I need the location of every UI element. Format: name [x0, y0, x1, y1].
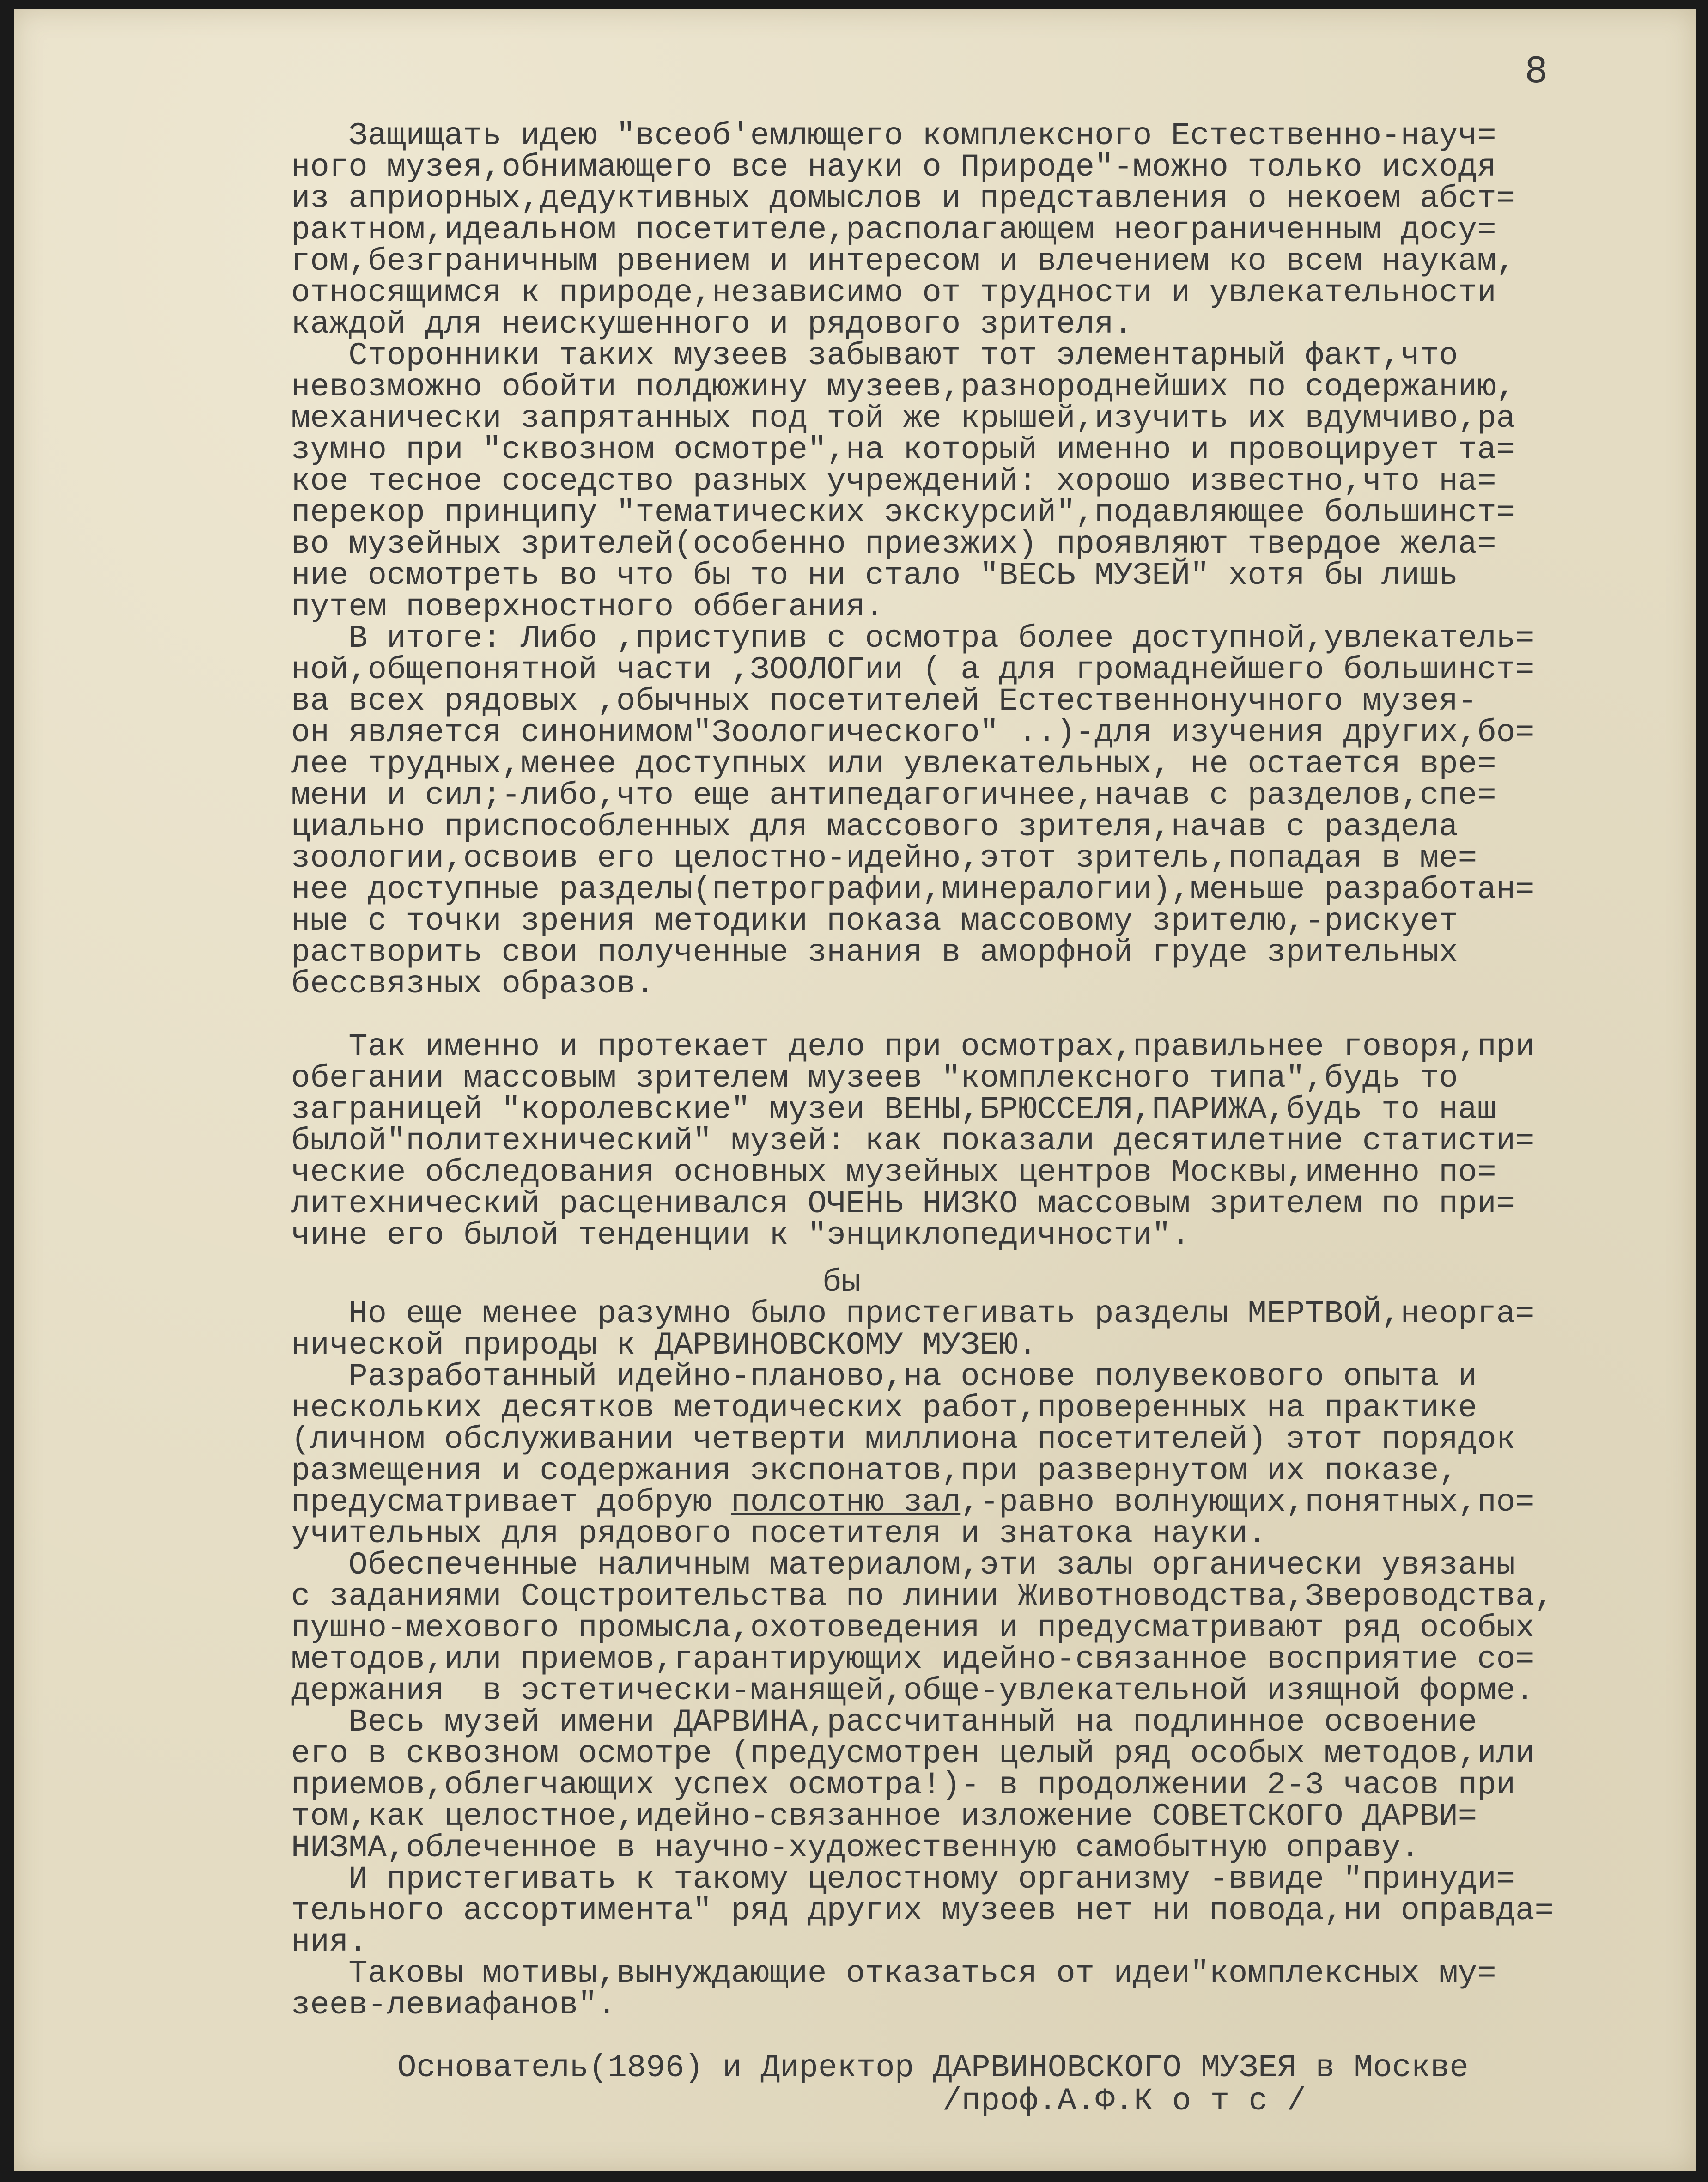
document-body — [291, 120, 1659, 2021]
text-line: учительных для рядового посетителя и знатока науки. — [291, 1516, 1267, 1552]
text-line: держания в эстетически-манящей,обще-увлекательной изящной форме. — [291, 1673, 1535, 1709]
text-line: циально приспособленных для массового зрителя,начав с раздела — [291, 809, 1458, 845]
text-line: приемов,облегчающих успех осмотра!)- в продолжении 2-3 часов при — [291, 1767, 1516, 1803]
text-line: путем поверхностного оббегания. — [291, 589, 884, 625]
text-line: том,как целостное,идейно-связанное изложение СОВЕТСКОГО ДАРВИ= — [291, 1799, 1477, 1835]
text-line: ческие обследования основных музейных центров Москвы,именно по= — [291, 1155, 1496, 1191]
text-fragment: ,-равно волнующих,понятных,по= — [960, 1484, 1535, 1520]
text-line: с заданиями Соцстроительства по линии Животноводства,Звероводства, — [291, 1579, 1554, 1615]
handwritten-insertion: бы — [822, 1264, 861, 1301]
text-line: Защищать идею "всеоб'емлющего комплексного Естественно-науч= — [291, 118, 1496, 154]
text-line: он является синонимом"Зоологического" ..)-для изучения других,бо= — [291, 715, 1535, 751]
text-line: ва всех рядовых ,обычных посетителей Естественнонучного музея- — [291, 683, 1477, 719]
text-line: перекор принципу "тематических экскурсий",подавляющее большинст= — [291, 495, 1516, 531]
text-line: пушно-мехового промысла,охотоведения и предусматривают ряд особых — [291, 1610, 1535, 1646]
paragraph — [291, 1547, 1659, 1709]
text-fragment: предусматривает добрую — [291, 1484, 731, 1520]
text-line: бессвязных образов. — [291, 966, 655, 1002]
text-line: ния. — [291, 1924, 368, 1960]
text-line: из априорных,дедуктивных домыслов и представления о некоем абст= — [291, 181, 1516, 217]
text-line: рактном,идеальном посетителе,располагающем неограниченным досу= — [291, 212, 1496, 248]
text-line: НИЗМА,облеченное в научно-художественную самобытную оправу. — [291, 1830, 1420, 1866]
text-line: относящимся к природе,независимо от трудности и увлекательности — [291, 275, 1496, 311]
text-line: гом,безграничным рвением и интересом и влечением ко всем наукам, — [291, 243, 1516, 280]
text-line: Но еще менее разумно было пристегивать разделы МЕРТВОЙ,неорга= — [291, 1296, 1535, 1332]
text-line: каждой для неискушенного и рядового зрителя. — [291, 306, 1133, 342]
text-line: во музейных зрителей(особенно приезжих) проявляют твердое жела= — [291, 526, 1496, 562]
text-line: былой"политехнический" музей: как показали десятилетние статисти= — [291, 1123, 1535, 1159]
text-line: нескольких десятков методических работ,проверенных на практике — [291, 1390, 1477, 1426]
text-line: невозможно обойти полдюжину музеев,разнороднейших по содержанию, — [291, 369, 1516, 405]
text-line: заграницей "королевские" музеи ВЕНЫ,БРЮССЕЛЯ,ПАРИЖА,будь то наш — [291, 1092, 1496, 1128]
signature-block — [397, 2051, 1645, 2118]
text-line: Сторонники таких музеев забывают тот элементарный факт,что — [291, 338, 1458, 374]
text-line: Разработанный идейно-планово,на основе полувекового опыта и — [291, 1359, 1477, 1395]
text-line: Так именно и протекает дело при осмотрах,правильнее говоря,при — [291, 1029, 1535, 1065]
paragraph — [291, 1958, 1659, 2021]
text-line: мени и сил;-либо,что еще антипедагогичнее,начав с разделов,спе= — [291, 778, 1496, 814]
text-line: литехнический расценивался ОЧЕНЬ НИЗКО массовым зрителем по при= — [291, 1186, 1516, 1222]
paragraph — [291, 1000, 1659, 1251]
text-line: нической природы к ДАРВИНОВСКОМУ МУЗЕЮ. — [291, 1327, 1037, 1363]
text-line: зумно при "сквозном осмотре",на который именно и провоцирует та= — [291, 432, 1516, 468]
text-line: его в сквозном осмотре (предусмотрен целый ряд особых методов,или — [291, 1736, 1535, 1772]
text-line: обегании массовым зрителем музеев "комплексного типа",будь то — [291, 1060, 1458, 1096]
paragraph — [291, 1704, 1659, 1866]
paragraph — [291, 120, 1659, 340]
paragraph — [291, 1251, 1659, 1361]
text-line: механически запрятанных под той же крышей,изучить их вдумчиво,ра — [291, 401, 1516, 437]
text-line: ные с точки зрения методики показа массовому зрителю,-рискует — [291, 903, 1458, 939]
text-line: Таковы мотивы,вынуждающие отказаться от идеи"комплексных му= — [291, 1956, 1496, 1992]
text-line: Весь музей имени ДАРВИНА,рассчитанный на подлинное освоение — [291, 1704, 1477, 1740]
signature-title: Основатель(1896) и Директор ДАРВИНОВСКОГО МУЗЕЯ в Москве — [397, 2050, 1469, 2086]
text-line: нее доступные разделы(петрографии,минералогии),меньше разработан= — [291, 872, 1535, 908]
paragraph — [291, 620, 1659, 1002]
text-line: зеев-левиафанов". — [291, 1987, 616, 2023]
paragraph — [291, 1361, 1659, 1550]
text-line: кое тесное соседство разных учреждений: хорошо известно,что на= — [291, 463, 1496, 499]
text-line: (личном обслуживании четверти миллиона посетителей) этот порядок — [291, 1422, 1516, 1458]
text-line: В итоге: Либо ,приступив с осмотра более доступной,увлекатель= — [291, 620, 1535, 656]
text-line: лее трудных,менее доступных или увлекательных, не остается вре= — [291, 746, 1496, 782]
text-line — [291, 1484, 1659, 1520]
text-line: растворить свои полученные знания в аморфной груде зрительных — [291, 935, 1458, 971]
text-line: ной,общепонятной части ,ЗООЛОГии ( а для громаднейшего большинст= — [291, 652, 1535, 688]
text-line: зоологии,освоив его целостно-идейно,этот зритель,попадая в ме= — [291, 840, 1477, 876]
signature-name: /проф.А.Ф.К о т с / — [942, 2083, 1306, 2119]
text-line: ние осмотреть во что бы то ни стало "ВЕСЬ МУЗЕЙ" хотя бы лишь — [291, 558, 1458, 594]
underlined-phrase: полсотню зал — [731, 1484, 961, 1520]
text-line: чине его былой тенденции к "энциклопедичности". — [291, 1217, 1191, 1253]
text-line: Обеспеченные наличным материалом,эти залы органически увязаны — [291, 1547, 1516, 1583]
text-line: размещения и содержания экспонатов,при развернутом их показе, — [291, 1453, 1458, 1489]
page-number: 8 — [1525, 50, 1548, 94]
text-line: методов,или приемов,гарантирующих идейно-связанное восприятие со= — [291, 1641, 1535, 1678]
text-line: ного музея,обнимающего все науки о Природе"-можно только исходя — [291, 149, 1496, 185]
typewritten-sheet — [14, 9, 1696, 2171]
paragraph — [291, 1861, 1659, 1960]
paragraph — [291, 340, 1659, 623]
text-line: И пристегивать к такому целостному организму -ввиде "принуди= — [291, 1861, 1516, 1897]
text-line: тельного ассортимента" ряд других музеев нет ни повода,ни оправда= — [291, 1893, 1554, 1929]
